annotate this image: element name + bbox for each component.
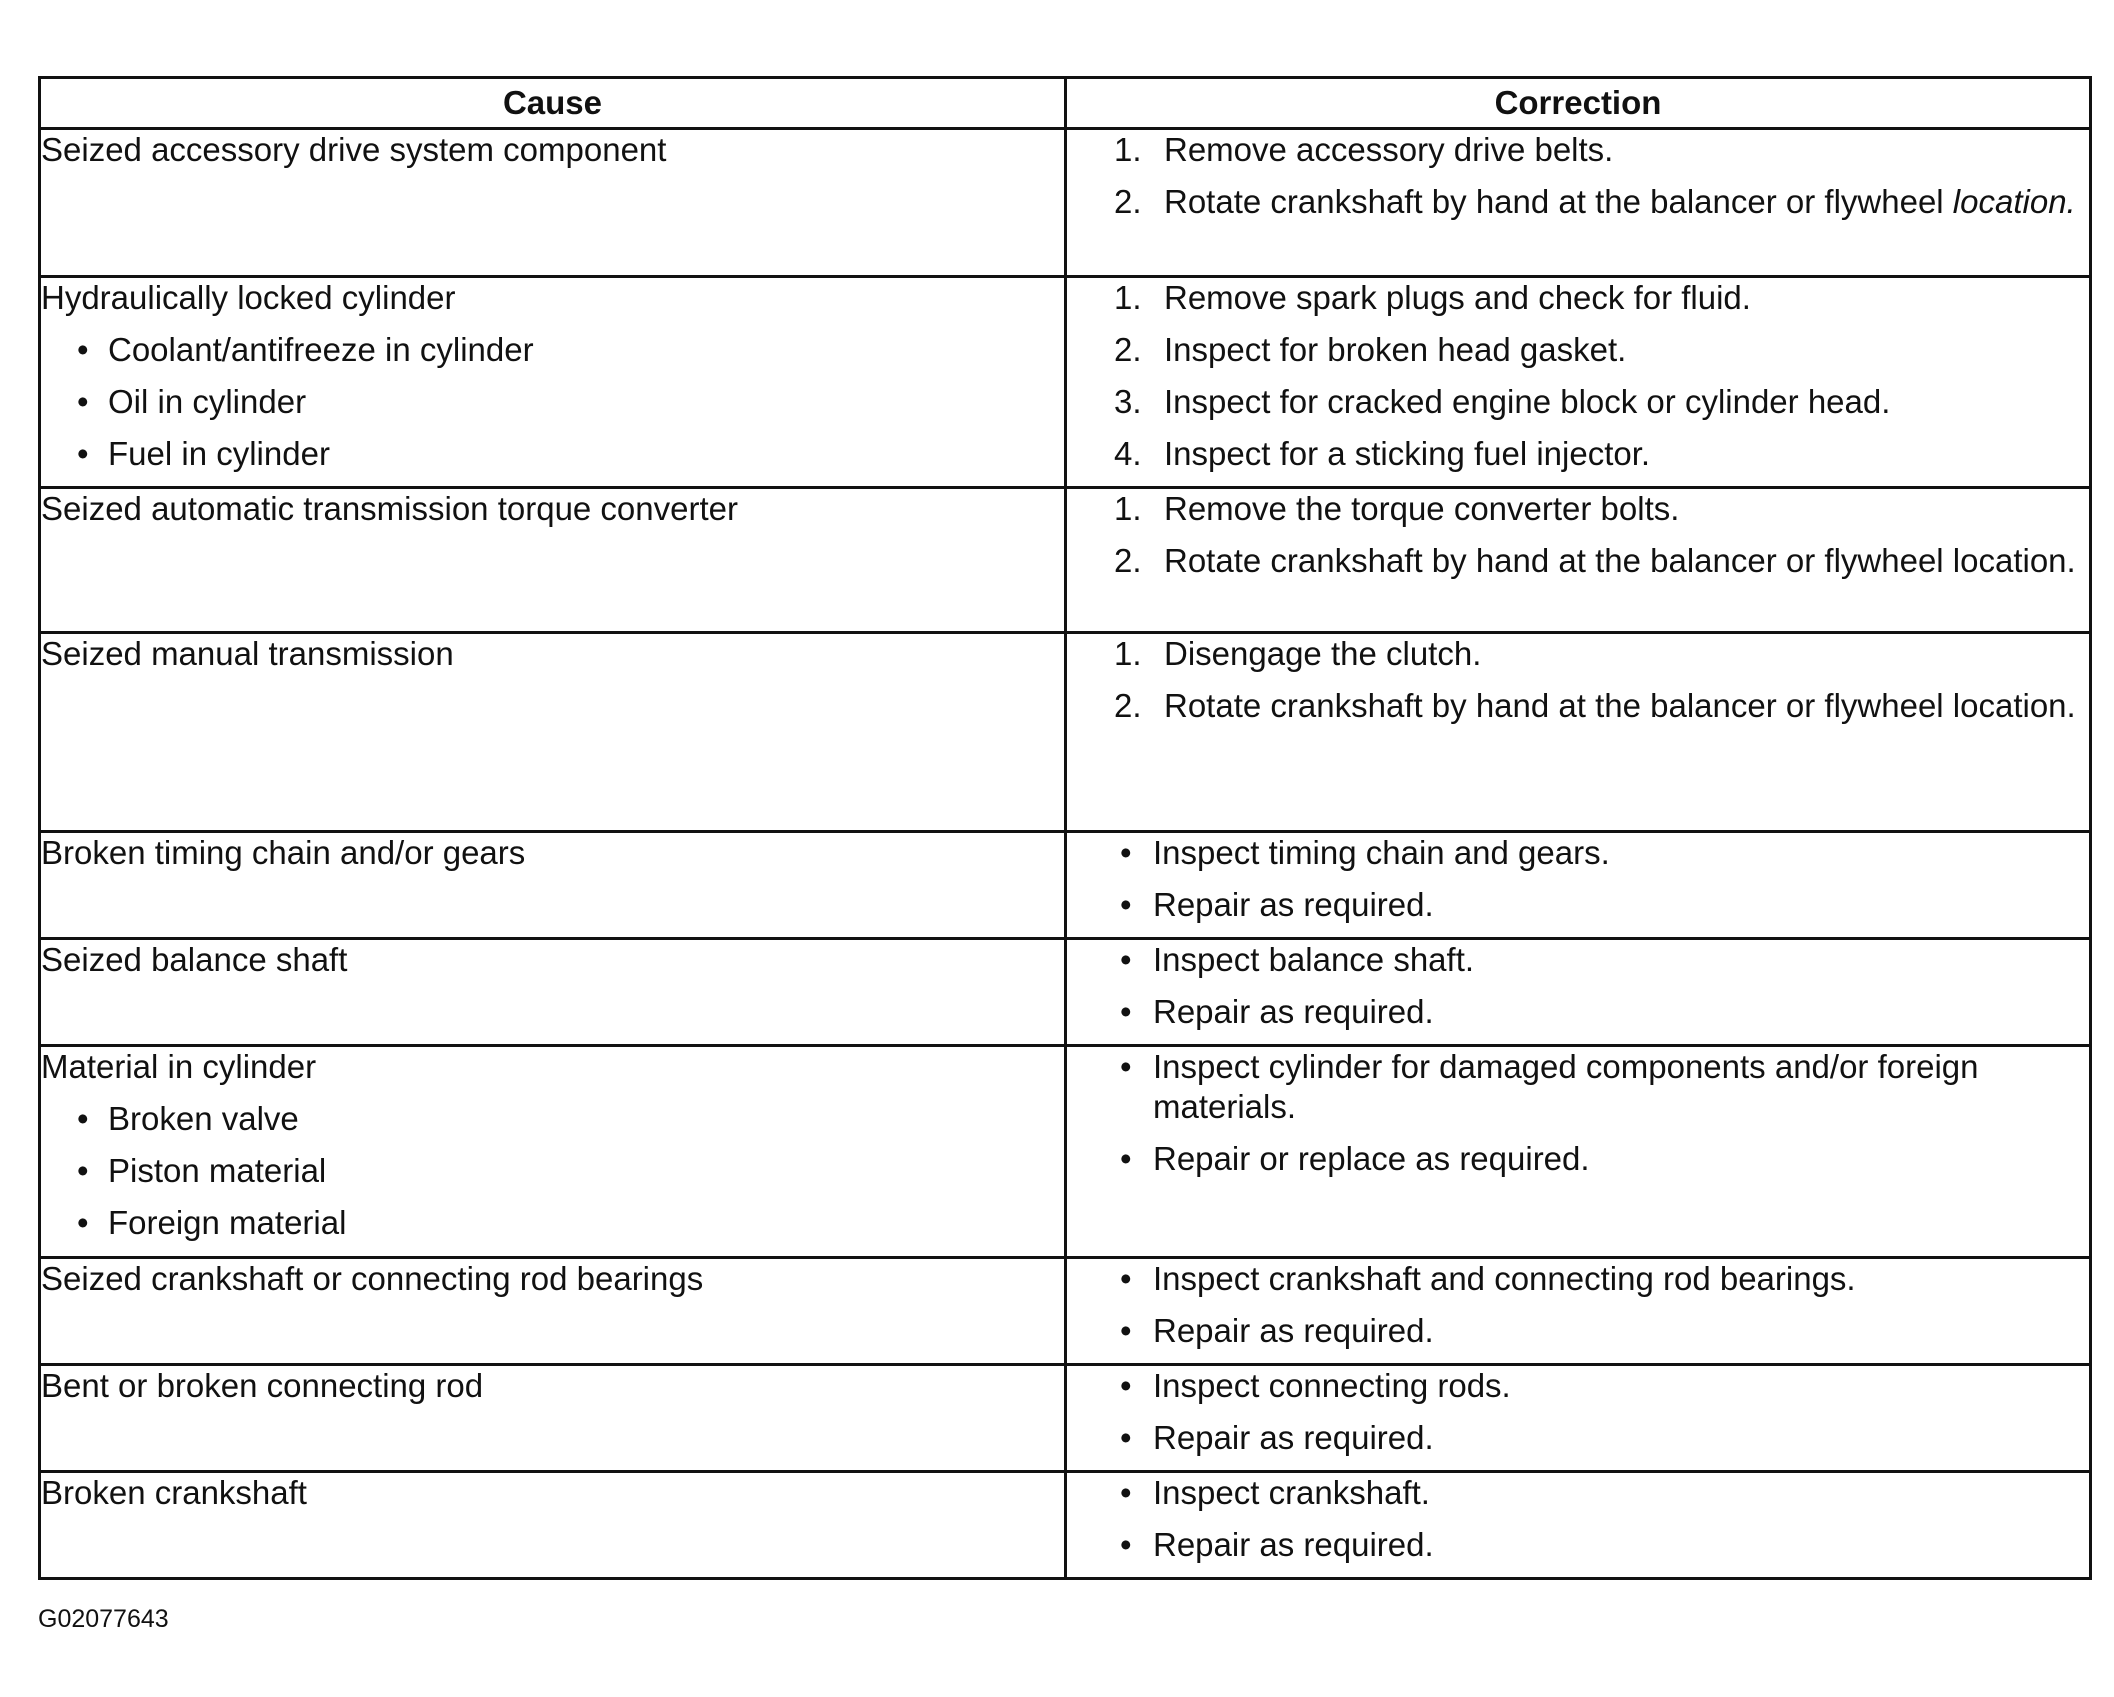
- bullet-icon: •: [1120, 1260, 1132, 1297]
- cause-column-header: Cause: [40, 78, 1066, 129]
- correction-list: [1067, 1259, 2089, 1351]
- figure-id: G02077643: [38, 1605, 169, 1633]
- table-body: [40, 129, 2091, 1579]
- correction-item: [1067, 434, 2089, 474]
- cause-sub-list: [41, 330, 1064, 474]
- bullet-icon: •: [1120, 1048, 1132, 1085]
- cause-sub-item: • Foreign material: [77, 1203, 1064, 1243]
- step-number: 4.: [1114, 435, 1142, 472]
- step-number: 2.: [1114, 542, 1142, 579]
- correction-cell: [1066, 939, 2091, 1046]
- correction-item: [1067, 1047, 2089, 1127]
- correction-cell: [1066, 1046, 2091, 1258]
- table-row: [40, 1258, 2091, 1365]
- bullet-icon: •: [1120, 1312, 1132, 1349]
- correction-text: Remove the torque converter bolts.: [1164, 490, 1680, 527]
- correction-item: [1067, 1311, 2089, 1351]
- correction-text: Inspect for cracked engine block or cylinder head.: [1164, 383, 1891, 420]
- correction-item: [1067, 634, 2089, 674]
- cause-sub-item: • Piston material: [77, 1151, 1064, 1191]
- correction-list: [1067, 634, 2089, 726]
- correction-cell: [1066, 129, 2091, 277]
- table-row: [40, 832, 2091, 939]
- correction-item: [1067, 130, 2089, 170]
- cause-cell: [40, 633, 1066, 832]
- table-row: [40, 488, 2091, 633]
- correction-text: Repair as required.: [1153, 993, 1434, 1030]
- cause-sub-item: • Fuel in cylinder: [77, 434, 1064, 474]
- correction-text: Rotate crankshaft by hand at the balancer or flywheel location.: [1164, 687, 2076, 724]
- table-row: [40, 1046, 2091, 1258]
- correction-text: Inspect connecting rods.: [1153, 1367, 1511, 1404]
- bullet-icon: •: [1120, 993, 1132, 1030]
- correction-item: [1067, 1418, 2089, 1458]
- bullet-icon: •: [1120, 1526, 1132, 1563]
- correction-text: Inspect balance shaft.: [1153, 941, 1475, 978]
- correction-text: Repair or replace as required.: [1153, 1140, 1590, 1177]
- cause-text: Seized accessory drive system component: [41, 131, 667, 168]
- step-number: 3.: [1114, 383, 1142, 420]
- cause-text: Hydraulically locked cylinder: [41, 279, 456, 316]
- correction-cell: [1066, 488, 2091, 633]
- correction-list: [1067, 489, 2089, 581]
- step-number: 1.: [1114, 131, 1142, 168]
- correction-text: Inspect crankshaft.: [1153, 1474, 1430, 1511]
- correction-list: [1067, 940, 2089, 1032]
- correction-text: Inspect for a sticking fuel injector.: [1164, 435, 1651, 472]
- correction-text: Rotate crankshaft by hand at the balancer or flywheel location.: [1164, 183, 2076, 220]
- correction-text: Repair as required.: [1153, 1526, 1434, 1563]
- correction-item: [1067, 686, 2089, 726]
- correction-column-header: Correction: [1066, 78, 2091, 129]
- correction-item: [1067, 330, 2089, 370]
- correction-cell: [1066, 1365, 2091, 1472]
- cause-text: Broken crankshaft: [41, 1474, 307, 1511]
- correction-list: [1067, 1047, 2089, 1179]
- diagnostic-table: [38, 76, 2092, 1580]
- cause-cell: [40, 1365, 1066, 1472]
- correction-item: [1067, 940, 2089, 980]
- correction-text: Remove accessory drive belts.: [1164, 131, 1614, 168]
- cause-text: Seized crankshaft or connecting rod bearings: [41, 1260, 704, 1297]
- cause-cell: [40, 129, 1066, 277]
- cause-text: Material in cylinder: [41, 1048, 317, 1085]
- cause-cell: [40, 832, 1066, 939]
- correction-cell: [1066, 1258, 2091, 1365]
- correction-item: [1067, 278, 2089, 318]
- correction-cell: [1066, 277, 2091, 488]
- correction-item: [1067, 489, 2089, 529]
- table-row: [40, 633, 2091, 832]
- cause-cell: [40, 1258, 1066, 1365]
- correction-text: Remove spark plugs and check for fluid.: [1164, 279, 1751, 316]
- correction-item: [1067, 833, 2089, 873]
- step-number: 1.: [1114, 490, 1142, 527]
- correction-item: [1067, 1139, 2089, 1179]
- correction-cell: [1066, 1472, 2091, 1579]
- correction-list: [1067, 833, 2089, 925]
- cause-cell: [40, 1472, 1066, 1579]
- cause-cell: [40, 277, 1066, 488]
- step-number: 2.: [1114, 331, 1142, 368]
- cause-sub-list: [41, 1099, 1064, 1243]
- step-number: 2.: [1114, 687, 1142, 724]
- table-row: [40, 939, 2091, 1046]
- correction-text: Inspect cylinder for damaged components and/or foreign materials.: [1153, 1048, 1979, 1125]
- cause-sub-item: • Oil in cylinder: [77, 382, 1064, 422]
- cause-text: Bent or broken connecting rod: [41, 1367, 484, 1404]
- cause-cell: [40, 939, 1066, 1046]
- bullet-icon: •: [1120, 1367, 1132, 1404]
- correction-cell: [1066, 832, 2091, 939]
- correction-item: [1067, 182, 2089, 222]
- correction-item: [1067, 1473, 2089, 1513]
- step-number: 1.: [1114, 279, 1142, 316]
- bullet-icon: •: [1120, 834, 1132, 871]
- step-number: 2.: [1114, 183, 1142, 220]
- correction-text: Inspect timing chain and gears.: [1153, 834, 1610, 871]
- correction-cell: [1066, 633, 2091, 832]
- cause-text: Seized automatic transmission torque converter: [41, 490, 738, 527]
- correction-list: [1067, 130, 2089, 222]
- correction-list: [1067, 1366, 2089, 1458]
- correction-item: [1067, 541, 2089, 581]
- correction-text: Repair as required.: [1153, 1312, 1434, 1349]
- correction-item: [1067, 992, 2089, 1032]
- cause-text: Broken timing chain and/or gears: [41, 834, 526, 871]
- cause-sub-item: • Broken valve: [77, 1099, 1064, 1139]
- correction-text: Inspect for broken head gasket.: [1164, 331, 1627, 368]
- bullet-icon: •: [1120, 941, 1132, 978]
- bullet-icon: •: [1120, 1419, 1132, 1456]
- step-number: 1.: [1114, 635, 1142, 672]
- cause-text: Seized balance shaft: [41, 941, 348, 978]
- table-row: [40, 1365, 2091, 1472]
- correction-item: [1067, 885, 2089, 925]
- bullet-icon: •: [1120, 1140, 1132, 1177]
- correction-text: Rotate crankshaft by hand at the balancer or flywheel location.: [1164, 542, 2076, 579]
- table-row: [40, 129, 2091, 277]
- cause-sub-item: • Coolant/antifreeze in cylinder: [77, 330, 1064, 370]
- table-row: [40, 277, 2091, 488]
- correction-list: [1067, 278, 2089, 474]
- correction-item: [1067, 1525, 2089, 1565]
- cause-cell: [40, 488, 1066, 633]
- correction-item: [1067, 1366, 2089, 1406]
- cause-cell: [40, 1046, 1066, 1258]
- correction-item: [1067, 1259, 2089, 1299]
- correction-text: Repair as required.: [1153, 1419, 1434, 1456]
- correction-list: [1067, 1473, 2089, 1565]
- correction-text: Disengage the clutch.: [1164, 635, 1482, 672]
- bullet-icon: •: [1120, 1474, 1132, 1511]
- correction-item: [1067, 382, 2089, 422]
- bullet-icon: •: [1120, 886, 1132, 923]
- correction-text: Repair as required.: [1153, 886, 1434, 923]
- cause-text: Seized manual transmission: [41, 635, 454, 672]
- correction-text: Inspect crankshaft and connecting rod bearings.: [1153, 1260, 1856, 1297]
- table-row: [40, 1472, 2091, 1579]
- header-row: [40, 78, 2091, 129]
